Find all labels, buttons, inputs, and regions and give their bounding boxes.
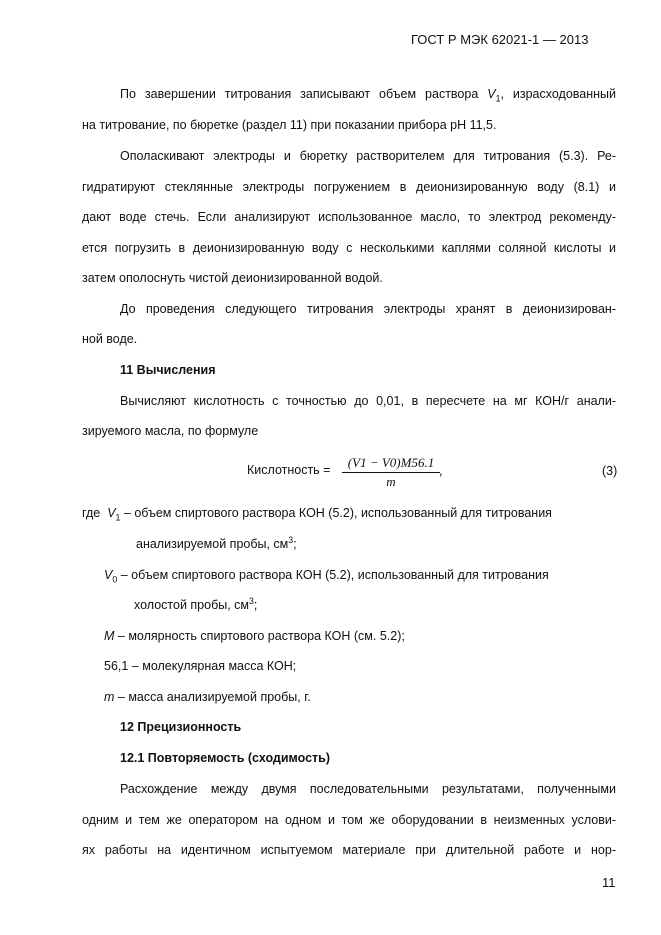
- para3-line1: До проведения следующего титрования электроды хранят в деионизирован-: [120, 302, 616, 316]
- section-12-1-heading: 12.1 Повторяемость (сходимость): [120, 751, 331, 765]
- para2-line5: затем ополоснуть чистой деионизированной водой.: [82, 271, 383, 285]
- def-sample-line: [104, 689, 311, 705]
- def-v0-text: – объем спиртового раствора КОН (5.2), использованный для титрования: [117, 568, 549, 582]
- page-number: 11: [602, 875, 616, 890]
- var-v1-def: V: [107, 506, 116, 520]
- formula-numerator: (V1 − V0)M56.1: [347, 455, 435, 470]
- def-v0-line1: [104, 567, 549, 583]
- para3-line2: ной воде.: [82, 332, 138, 346]
- section-11-heading: 11 Вычисления: [120, 363, 216, 377]
- section-12-heading: 12 Прецизионность: [120, 720, 242, 734]
- var-v1: V: [487, 87, 496, 101]
- var-v1-def-subscript: 1: [115, 512, 121, 523]
- var-sm-def: m: [104, 690, 115, 704]
- var-v0-def-subscript: 0: [112, 574, 118, 585]
- def-v1-line1: [82, 505, 552, 521]
- para5-line3: ях работы на идентичном испытуемом материале при длительной работе и нор-: [82, 843, 616, 857]
- def-v1-line2: [136, 536, 297, 552]
- fraction-bar: [342, 472, 440, 473]
- def-v1-text: – объем спиртового раствора КОН (5.2), использованный для титрования: [120, 506, 552, 520]
- formula-label: Кислотность =: [247, 463, 331, 477]
- where-word: где: [82, 506, 101, 520]
- para2-line3: дают воде стечь. Если анализируют использованное масло, то электрод рекоменду-: [82, 210, 616, 224]
- para1-text-end: , израсходованный: [500, 87, 616, 101]
- def-m-line: [104, 628, 405, 644]
- equation-number: (3): [602, 464, 618, 478]
- para1-line2: на титрование, по бюретке (раздел 11) при показании прибора pH 11,5.: [82, 118, 497, 132]
- def-m-text: – молярность спиртового раствора КОН (см. 5.2);: [114, 629, 405, 643]
- def-v0-line2: [134, 597, 257, 613]
- var-v1-subscript: 1: [495, 93, 501, 104]
- para4-line1: Вычисляют кислотность с точностью до 0,01, в пересчете на мг КОН/г анали-: [120, 394, 616, 408]
- para4-line2: зируемого масла, по формуле: [82, 424, 259, 438]
- para2-line1: Ополаскивают электроды и бюретку растворителем для титрования (5.3). Ре-: [120, 149, 616, 163]
- para1-line1: [120, 86, 616, 102]
- def-v1-end: ;: [293, 537, 297, 551]
- var-m-def: M: [104, 629, 115, 643]
- def-v1-cont: анализируемой пробы, см: [136, 537, 289, 551]
- var-v0-def: V: [104, 568, 113, 582]
- para2-line4: ется погрузить в деионизированную воду с несколькими каплями соляной кислоты и: [82, 241, 616, 255]
- document-header: ГОСТ Р МЭК 62021-1 — 2013: [411, 32, 589, 47]
- def-v1-sup: 3: [288, 534, 294, 545]
- def-v0-sup: 3: [249, 595, 254, 606]
- formula-fraction: [342, 455, 443, 489]
- para2-line2: гидратируют стеклянные электроды погружением в деионизированную воду (8.1) и: [82, 180, 616, 194]
- para5-line2: одним и тем же оператором на одном и том же оборудовании в неизменных услови-: [82, 813, 616, 827]
- formula-comma: ,: [439, 464, 443, 478]
- def-mass-line: 56,1 – молекулярная масса КОН;: [104, 659, 297, 673]
- def-v0-cont: холостой пробы, см: [134, 598, 250, 612]
- formula-denominator: m: [386, 474, 396, 489]
- def-sm-text: – масса анализируемой пробы, г.: [114, 690, 311, 704]
- para5-line1: Расхождение между двумя последовательными результатами, полученными: [120, 782, 616, 796]
- para1-text: По завершении титрования записывают объем раствора: [120, 87, 488, 101]
- def-v0-end: ;: [253, 598, 258, 612]
